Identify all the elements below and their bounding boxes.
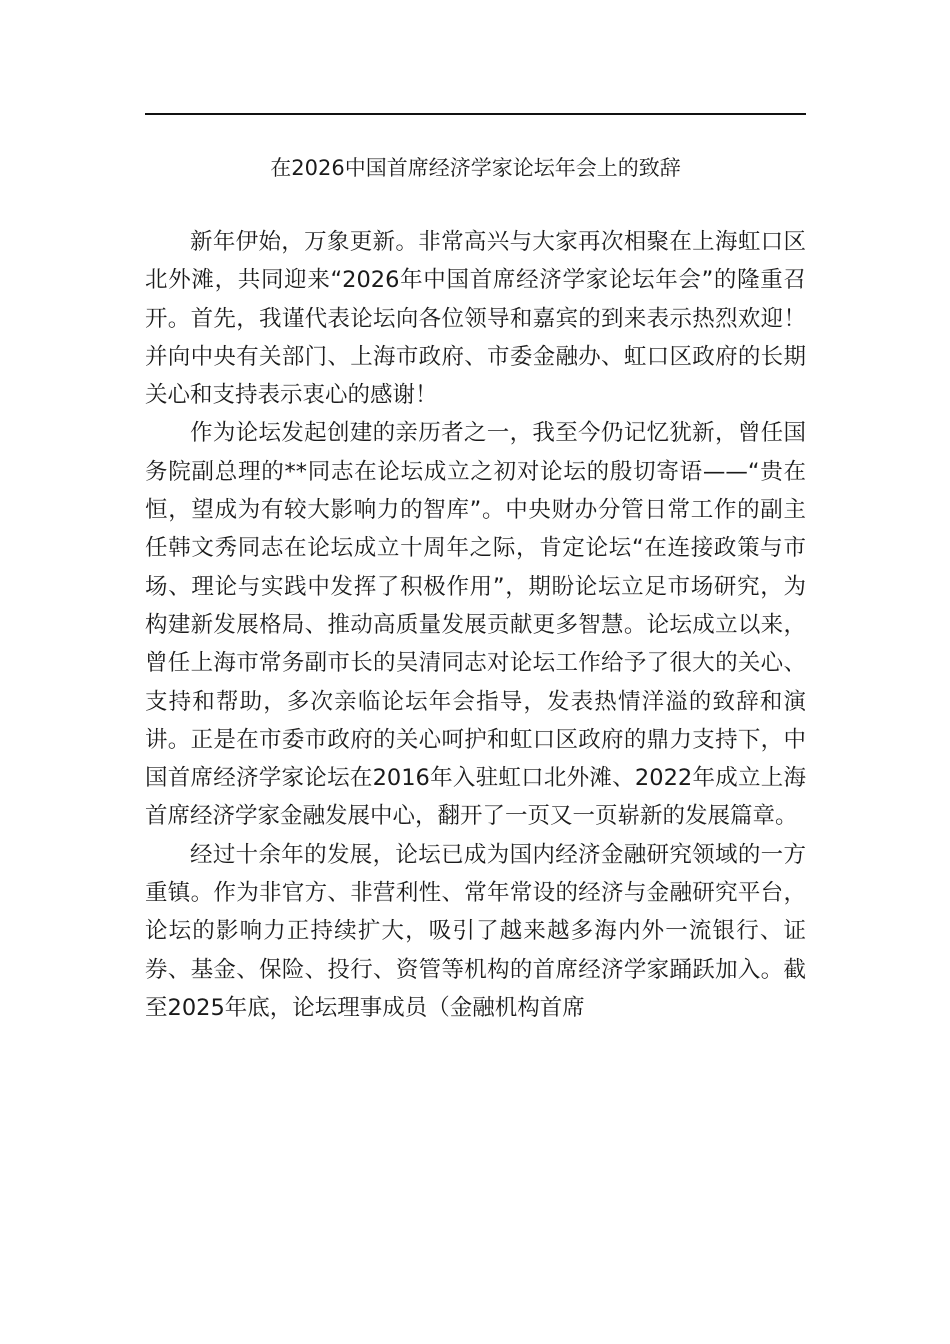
paragraph-opening: 新年伊始，万象更新。非常高兴与大家再次相聚在上海虹口区北外滩，共同迎来“2026年中国首席经济学家论坛年会”的隆重召开。首先，我谨代表论坛向各位领导和嘉宾的到来表示热烈欢迎！并向中央有关部门、上海市政府、市委金融办、虹口区政府的长期关心和支持表示衷心的感谢！ xyxy=(145,229,806,409)
paragraph-development: 经过十余年的发展，论坛已成为国内经济金融研究领域的一方重镇。作为非官方、非营利性、常年常设的经济与金融研究平台，论坛的影响力正持续扩大，吸引了越来越多海内外一流银行、证券、基金、保险、投行、资管等机构的首席经济学家踊跃加入。截至2025年底，论坛理事成员（金融机构首席 xyxy=(145,841,806,1021)
document-body xyxy=(145,223,806,1027)
paragraph-history: 作为论坛发起创建的亲历者之一，我至今仍记忆犹新，曾任国务院副总理的**同志在论坛成立之初对论坛的殷切寄语——“贵在恒，望成为有较大影响力的智库”。中央财办分管日常工作的副主任韩文秀同志在论坛成立十周年之际，肯定论坛“在连接政策与市场、理论与实践中发挥了积极作用”，期盼论坛立足市场研究，为构建新发展格局、推动高质量发展贡献更多智慧。论坛成立以来，曾任上海市常务副市长的吴清同志对论坛工作给予了很大的关心、支持和帮助，多次亲临论坛年会指导，发表热情洋溢的致辞和演讲。正是在市委市政府的关心呵护和虹口区政府的鼎力支持下，中国首席经济学家论坛在2016年入驻虹口北外滩、2022年成立上海首席经济学家金融发展中心，翻开了一页又一页崭新的发展篇章。 xyxy=(145,420,806,830)
document-title: 在2026中国首席经济学家论坛年会上的致辞 xyxy=(270,156,681,180)
header-rule xyxy=(145,113,806,115)
